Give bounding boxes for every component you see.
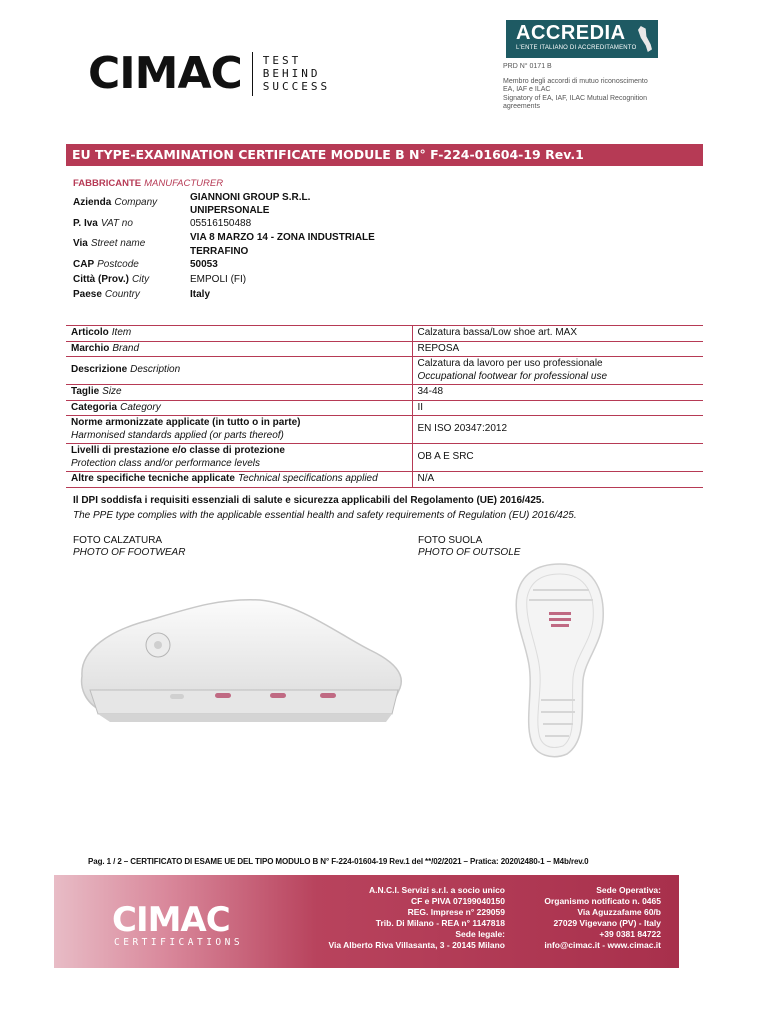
table-row: Taglie Size 34-48 — [66, 385, 703, 401]
italy-map-icon — [638, 26, 652, 52]
item-value: Calzatura bassa/Low shoe art. MAX — [412, 326, 703, 342]
standards-value: EN ISO 20347:2012 — [412, 416, 703, 444]
vat-value: 05516150488 — [190, 218, 252, 229]
statement-it: Il DPI soddisfa i requisiti essenziali di salute e sicurezza applicabili del Regolamento (UE) 2016/425. — [73, 495, 545, 506]
city-label: Città (Prov.) City — [73, 274, 150, 285]
other-specs-value: N/A — [412, 472, 703, 488]
performance-value: OB A E SRC — [412, 444, 703, 472]
company-label: Azienda Company — [73, 197, 158, 208]
footwear-photo — [70, 580, 415, 730]
footer-certifications: CERTIFICATIONS — [114, 937, 244, 948]
footer-company-info: A.N.C.I. Servizi s.r.l. a socio unico CF e PIVA 07199040150 REG. Imprese n° 229059 Trib. Di Milano - REA n° 1147818 Sede legale: Via Alberto Riva Villasanta, 3 - 20145 Milano — [328, 885, 505, 950]
manufacturer-heading: FABBRICANTE MANUFACTURER — [73, 178, 224, 189]
vat-label: P. Iva VAT no — [73, 218, 133, 229]
logo-tagline: TEST BEHIND SUCCESS — [262, 54, 331, 93]
description-value: Calzatura da lavoro per uso professionale Occupational footwear for professional use — [412, 357, 703, 385]
statement-en: The PPE type complies with the applicable essential health and safety requirements of Regulation (EU) 2016/425. — [73, 510, 577, 521]
logo-divider — [252, 52, 253, 96]
table-row: Marchio Brand REPOSA — [66, 341, 703, 357]
table-row: Livelli di prestazione e/o classe di protezione Protection class and/or performance levels OB A E SRC — [66, 444, 703, 472]
table-row: Altre specifiche tecniche applicate Technical specifications applied N/A — [66, 472, 703, 488]
category-value: II — [412, 400, 703, 416]
membership-it: Membro degli accordi di mutuo riconoscimento EA, IAF e ILAC — [503, 77, 648, 93]
accredia-name: ACCREDIA — [516, 22, 626, 44]
compliance-statement — [73, 493, 577, 523]
footer-operative-info: Sede Operativa: Organismo notificato n. 0465 Via Aguzzafame 60/b 27029 Vigevano (PV) - Italy +39 0381 84722 info@cimac.it - www.cimac.it — [544, 885, 661, 950]
street-value: VIA 8 MARZO 14 - ZONA INDUSTRIALE TERRAFINO — [190, 232, 375, 257]
size-value: 34-48 — [412, 385, 703, 401]
street-label: Via Street name — [73, 238, 146, 249]
country-value: Italy — [190, 289, 211, 300]
footer-banner — [54, 875, 679, 968]
postcode-label: CAP Postcode — [73, 259, 139, 270]
outsole-photo — [505, 560, 615, 760]
brand-value: REPOSA — [412, 341, 703, 357]
accredia-logo — [506, 20, 658, 58]
certificate-title-bar — [66, 144, 703, 166]
table-row: Descrizione Description Calzatura da lavoro per uso professionale Occupational footwear for professional use — [66, 357, 703, 385]
footwear-photo-label: FOTO CALZATURA PHOTO OF FOOTWEAR — [73, 535, 186, 558]
certificate-number: N° F-224-01604-19 Rev.1 — [409, 147, 584, 162]
city-value: EMPOLI (FI) — [190, 274, 247, 285]
page-info-line: Pag. 1 / 2 – CERTIFICATO DI ESAME UE DEL TIPO MODULO B N° F-224-01604-19 Rev.1 del **/02/2021 – Pratica: 2020\2480-1 – M4b/rev.0 — [88, 857, 589, 866]
table-row: Norme armonizzate applicate (in tutto o in parte) Harmonised standards applied (or parts thereof) EN ISO 20347:2012 — [66, 416, 703, 444]
membership-en: Signatory of EA, IAF, ILAC Mutual Recognition agreements — [503, 94, 647, 110]
postcode-value: 50053 — [190, 259, 218, 270]
accreditation-number: PRD N° 0171 B — [503, 63, 552, 70]
table-row: Categoria Category II — [66, 400, 703, 416]
company-value: GIANNONI GROUP S.R.L. UNIPERSONALE — [190, 192, 311, 216]
product-table — [66, 325, 703, 488]
cimac-logo — [88, 48, 330, 99]
accreditation-info — [503, 63, 653, 112]
outsole-photo-label: FOTO SUOLA PHOTO OF OUTSOLE — [418, 535, 521, 558]
logo-wordmark: CIMAC — [88, 48, 242, 99]
footer-logo: CIMAC — [112, 900, 230, 940]
accredia-subtitle: L'ENTE ITALIANO DI ACCREDITAMENTO — [516, 45, 637, 51]
certificate-title: EU TYPE-EXAMINATION CERTIFICATE MODULE B — [72, 147, 405, 162]
table-row: Articolo Item Calzatura bassa/Low shoe art. MAX — [66, 326, 703, 342]
country-label: Paese Country — [73, 289, 140, 300]
